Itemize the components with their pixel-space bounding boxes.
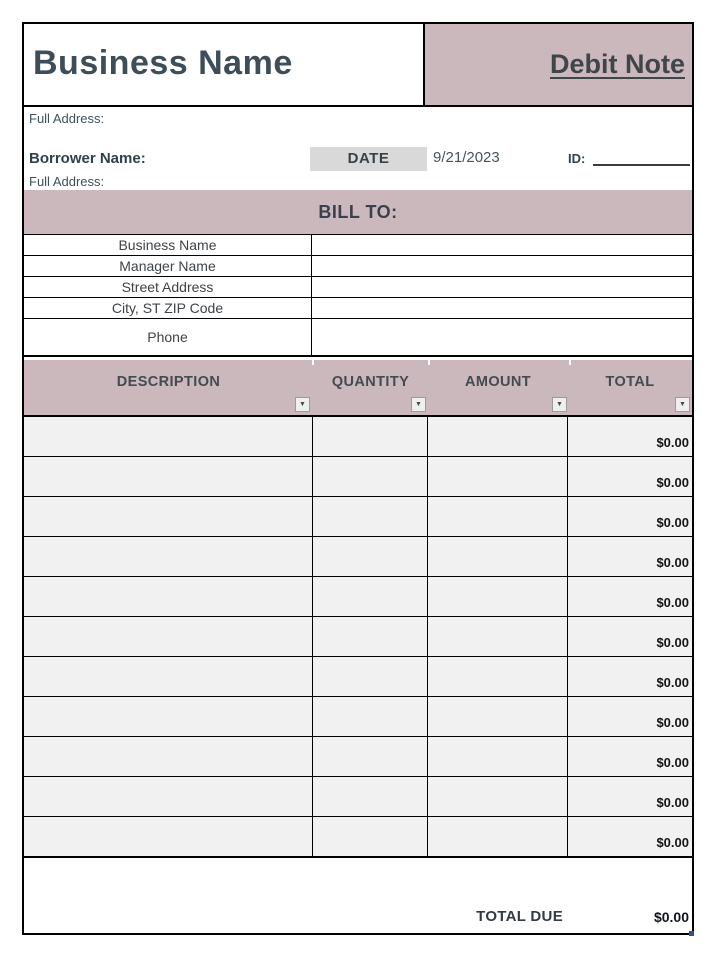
bill-to-table [24, 234, 692, 357]
amount-cell[interactable] [428, 777, 568, 816]
table-row [24, 319, 692, 357]
quantity-cell[interactable] [313, 617, 428, 656]
bill-to-field-label: City, ST ZIP Code [24, 298, 312, 318]
date-value[interactable]: 9/21/2023 [433, 149, 500, 166]
table-row [24, 256, 692, 277]
table-row [24, 777, 692, 817]
quantity-cell[interactable] [313, 657, 428, 696]
column-divider-notch [312, 360, 314, 365]
description-cell[interactable] [24, 697, 313, 736]
total-due-label: TOTAL DUE [476, 908, 563, 925]
chevron-down-icon: ▼ [299, 401, 306, 408]
total-cell[interactable]: $0.00 [656, 755, 689, 770]
quantity-cell[interactable] [313, 737, 428, 776]
amount-cell[interactable] [428, 617, 568, 656]
amount-cell[interactable] [428, 577, 568, 616]
column-header-description: DESCRIPTION [116, 374, 221, 390]
description-cell[interactable] [24, 657, 313, 696]
total-cell[interactable]: $0.00 [656, 475, 689, 490]
debit-note-document [22, 22, 694, 935]
bill-to-header: BILL TO: [24, 190, 692, 234]
full-address-label: Full Address: [29, 111, 105, 126]
quantity-cell[interactable] [313, 777, 428, 816]
amount-cell[interactable] [428, 417, 568, 456]
table-row [24, 657, 692, 697]
selection-fill-handle[interactable] [689, 931, 694, 936]
business-name-title: Business Name [33, 43, 293, 82]
amount-cell[interactable] [428, 537, 568, 576]
table-row [24, 277, 692, 298]
bill-to-field-value[interactable] [312, 319, 692, 355]
bill-to-field-label: Manager Name [24, 256, 312, 276]
description-cell[interactable] [24, 457, 313, 496]
bill-to-field-label: Phone [24, 319, 312, 355]
filter-dropdown-total[interactable] [675, 397, 690, 412]
total-cell[interactable]: $0.00 [656, 635, 689, 650]
debit-note-badge [423, 22, 694, 107]
column-divider-notch [569, 360, 571, 365]
document-header [24, 24, 692, 107]
total-cell[interactable]: $0.00 [656, 515, 689, 530]
table-row [24, 577, 692, 617]
bill-to-field-label: Street Address [24, 277, 312, 297]
description-cell[interactable] [24, 537, 313, 576]
id-fill-line[interactable] [593, 150, 690, 166]
date-label: DATE [310, 147, 427, 171]
quantity-cell[interactable] [313, 817, 428, 856]
quantity-cell[interactable] [313, 497, 428, 536]
bill-to-field-value[interactable] [312, 256, 692, 276]
quantity-cell[interactable] [313, 577, 428, 616]
table-row [24, 235, 692, 256]
amount-cell[interactable] [428, 497, 568, 536]
filter-dropdown-amount[interactable] [552, 397, 567, 412]
quantity-cell[interactable] [313, 537, 428, 576]
total-cell[interactable]: $0.00 [656, 795, 689, 810]
filter-dropdown-description[interactable] [295, 397, 310, 412]
table-row [24, 497, 692, 537]
table-row [24, 697, 692, 737]
table-row [24, 817, 692, 858]
description-cell[interactable] [24, 417, 313, 456]
amount-cell[interactable] [428, 697, 568, 736]
chevron-down-icon: ▼ [415, 401, 422, 408]
description-cell[interactable] [24, 817, 313, 856]
description-cell[interactable] [24, 617, 313, 656]
total-cell[interactable]: $0.00 [656, 555, 689, 570]
table-row [24, 617, 692, 657]
items-table-header [24, 360, 692, 417]
bill-to-field-value[interactable] [312, 298, 692, 318]
description-cell[interactable] [24, 777, 313, 816]
table-row [24, 537, 692, 577]
table-row [24, 737, 692, 777]
amount-cell[interactable] [428, 817, 568, 856]
column-header-quantity: QUANTITY [331, 374, 410, 390]
filter-dropdown-quantity[interactable] [411, 397, 426, 412]
borrower-full-address-label: Full Address: [29, 174, 105, 189]
quantity-cell[interactable] [313, 697, 428, 736]
amount-cell[interactable] [428, 457, 568, 496]
total-cell[interactable]: $0.00 [656, 835, 689, 850]
chevron-down-icon: ▼ [679, 401, 686, 408]
debit-note-title: Debit Note [550, 49, 685, 79]
total-cell[interactable]: $0.00 [656, 715, 689, 730]
table-row [24, 457, 692, 497]
table-row [24, 298, 692, 319]
total-cell[interactable]: $0.00 [656, 595, 689, 610]
id-label: ID: [568, 151, 586, 166]
total-cell[interactable]: $0.00 [656, 435, 689, 450]
total-cell[interactable]: $0.00 [656, 675, 689, 690]
description-cell[interactable] [24, 577, 313, 616]
bill-to-field-value[interactable] [312, 235, 692, 255]
column-header-amount: AMOUNT [464, 374, 532, 390]
borrower-name-label: Borrower Name: [29, 150, 146, 167]
document-footer [24, 858, 692, 933]
amount-cell[interactable] [428, 657, 568, 696]
total-due-value[interactable]: $0.00 [653, 909, 689, 925]
column-divider-notch [428, 360, 430, 365]
quantity-cell[interactable] [313, 457, 428, 496]
bill-to-field-label: Business Name [24, 235, 312, 255]
description-cell[interactable] [24, 497, 313, 536]
borrower-row [24, 147, 692, 174]
amount-cell[interactable] [428, 737, 568, 776]
chevron-down-icon: ▼ [556, 401, 563, 408]
column-header-total: TOTAL [605, 374, 655, 390]
spacer [24, 127, 692, 147]
bill-to-field-value[interactable] [312, 277, 692, 297]
description-cell[interactable] [24, 737, 313, 776]
quantity-cell[interactable] [313, 417, 428, 456]
table-row [24, 417, 692, 457]
